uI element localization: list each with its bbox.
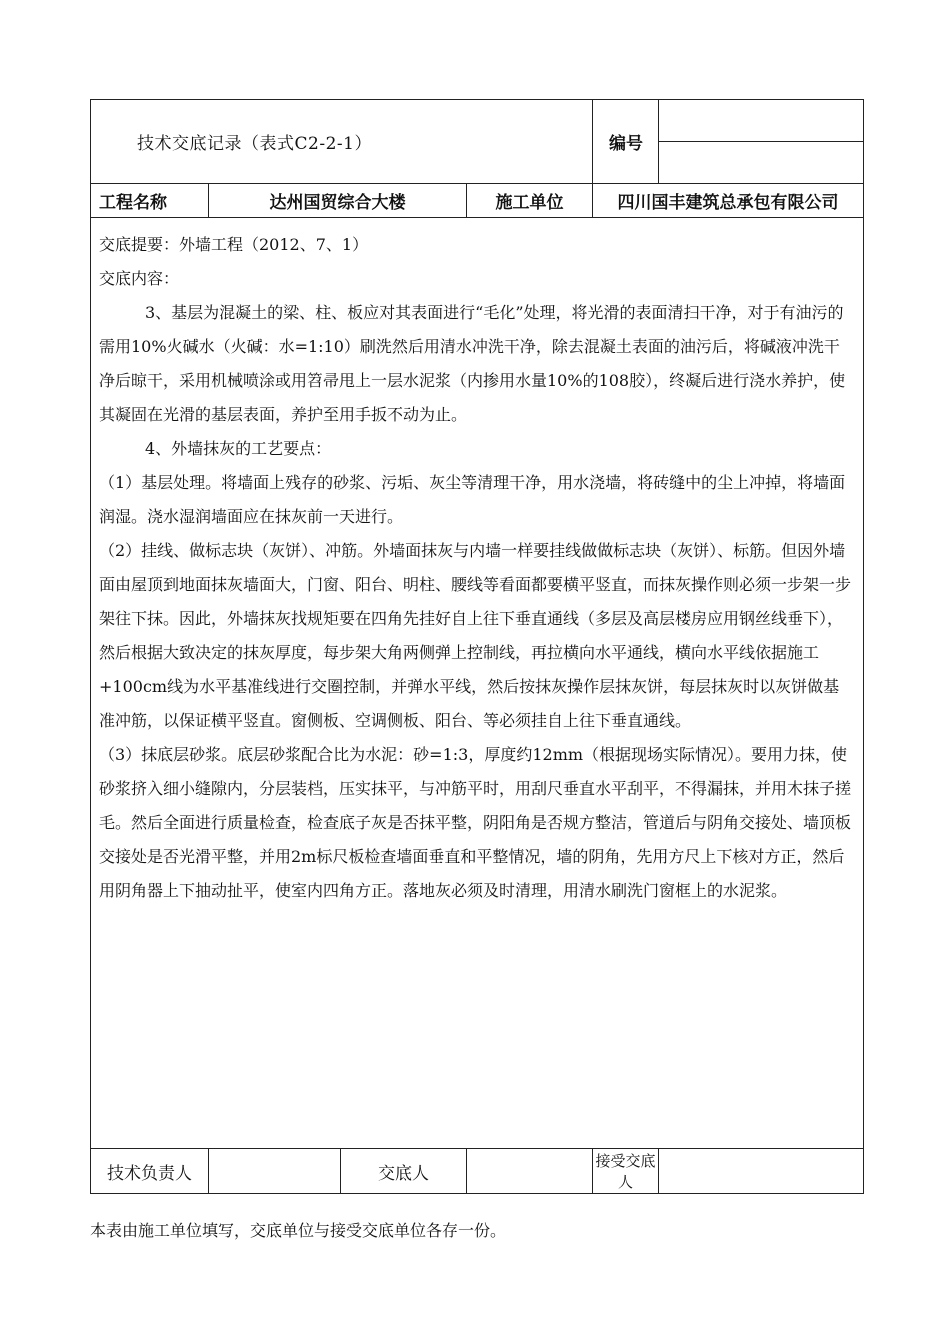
content-cell	[91, 218, 864, 1149]
form-table	[90, 99, 864, 1194]
receiver-label: 接受交底人	[593, 1149, 659, 1194]
project-name-value: 达州国贸综合大楼	[209, 184, 467, 218]
number-label: 编号	[593, 100, 659, 184]
receiver-value[interactable]	[659, 1149, 864, 1194]
item-3: （3）抹底层砂浆。底层砂浆配合比为水泥：砂=1:3，厚度约12mm（根据现场实际情况）。要用力抹，使砂浆挤入细小缝隙内，分层装档，压实抹平，与冲筋平时，用刮尺垂直水平刮平，不得漏抹，并用木抹子搓毛。然后全面进行质量检查，检查底子灰是否抹平整，阴阳角是否规方整洁，管道后与阴角交接处、墙顶板交接处是否光滑平整，并用2m标尺板检查墙面垂直和平整情况，墙的阴角，先用方尺上下核对方正，然后用阴角器上下抽动扯平，使室内四角方正。落地灰必须及时清理，用清水刷洗门窗框上的水泥浆。	[99, 745, 852, 900]
content-label: 交底内容：	[99, 269, 180, 288]
summary-line: 交底提要：外墙工程（2012、7、1）	[99, 235, 369, 254]
tech-lead-value[interactable]	[209, 1149, 341, 1194]
form-title: 技术交底记录（表式C2-2-1）	[91, 100, 593, 184]
paragraph-4: 4、外墙抹灰的工艺要点：	[145, 439, 332, 458]
constructor-label: 施工单位	[467, 184, 593, 218]
item-1: （1）基层处理。将墙面上残存的砂浆、污垢、灰尘等清理干净，用水浇墙，将砖缝中的尘上冲掉，将墙面润湿。浇水湿润墙面应在抹灰前一天进行。	[99, 473, 846, 526]
constructor-value: 四川国丰建筑总承包有限公司	[593, 184, 864, 218]
disclosure-form	[90, 99, 863, 1215]
project-name-label: 工程名称	[91, 184, 209, 218]
paragraph-3: 3、基层为混凝土的梁、柱、板应对其表面进行“毛化”处理，将光滑的表面清扫干净，对于有油污的需用10%火碱水（火碱：水=1:10）刷洗然后用清水冲洗干净，除去混凝土表面的油污后，将碱液冲洗干净后晾干，采用机械喷涂或用笤帚甩上一层水泥浆（内掺用水量10%的108胶），终凝后进行浇水养护，使其凝固在光滑的基层表面，养护至用手扳不动为止。	[99, 303, 846, 424]
number-value-cell[interactable]	[659, 100, 864, 184]
number-value-bottom	[659, 142, 863, 183]
number-value-top	[659, 100, 863, 142]
footnote: 本表由施工单位填写，交底单位与接受交底单位各存一份。	[90, 1221, 507, 1240]
discloser-label: 交底人	[341, 1149, 467, 1194]
discloser-value[interactable]	[467, 1149, 593, 1194]
item-2: （2）挂线、做标志块（灰饼）、冲筋。外墙面抹灰与内墙一样要挂线做做标志块（灰饼）、标筋。但因外墙面由屋顶到地面抹灰墙面大，门窗、阳台、明柱、腰线等看面都要横平竖直，而抹灰操作则必须一步架一步架往下抹。因此，外墙抹灰找规矩要在四角先挂好自上往下垂直通线（多层及高层楼房应用钢丝线垂下），然后根据大致决定的抹灰厚度，每步架大角两侧弹上控制线，再拉横向水平通线，横向水平线依据施工+100cm线为水平基准线进行交圈控制，并弹水平线，然后按抹灰操作层抹灰饼，每层抹灰时以灰饼做基准冲筋，以保证横平竖直。窗侧板、空调侧板、阳台、等必须挂自上往下垂直通线。	[99, 541, 852, 730]
tech-lead-label: 技术负责人	[91, 1149, 209, 1194]
